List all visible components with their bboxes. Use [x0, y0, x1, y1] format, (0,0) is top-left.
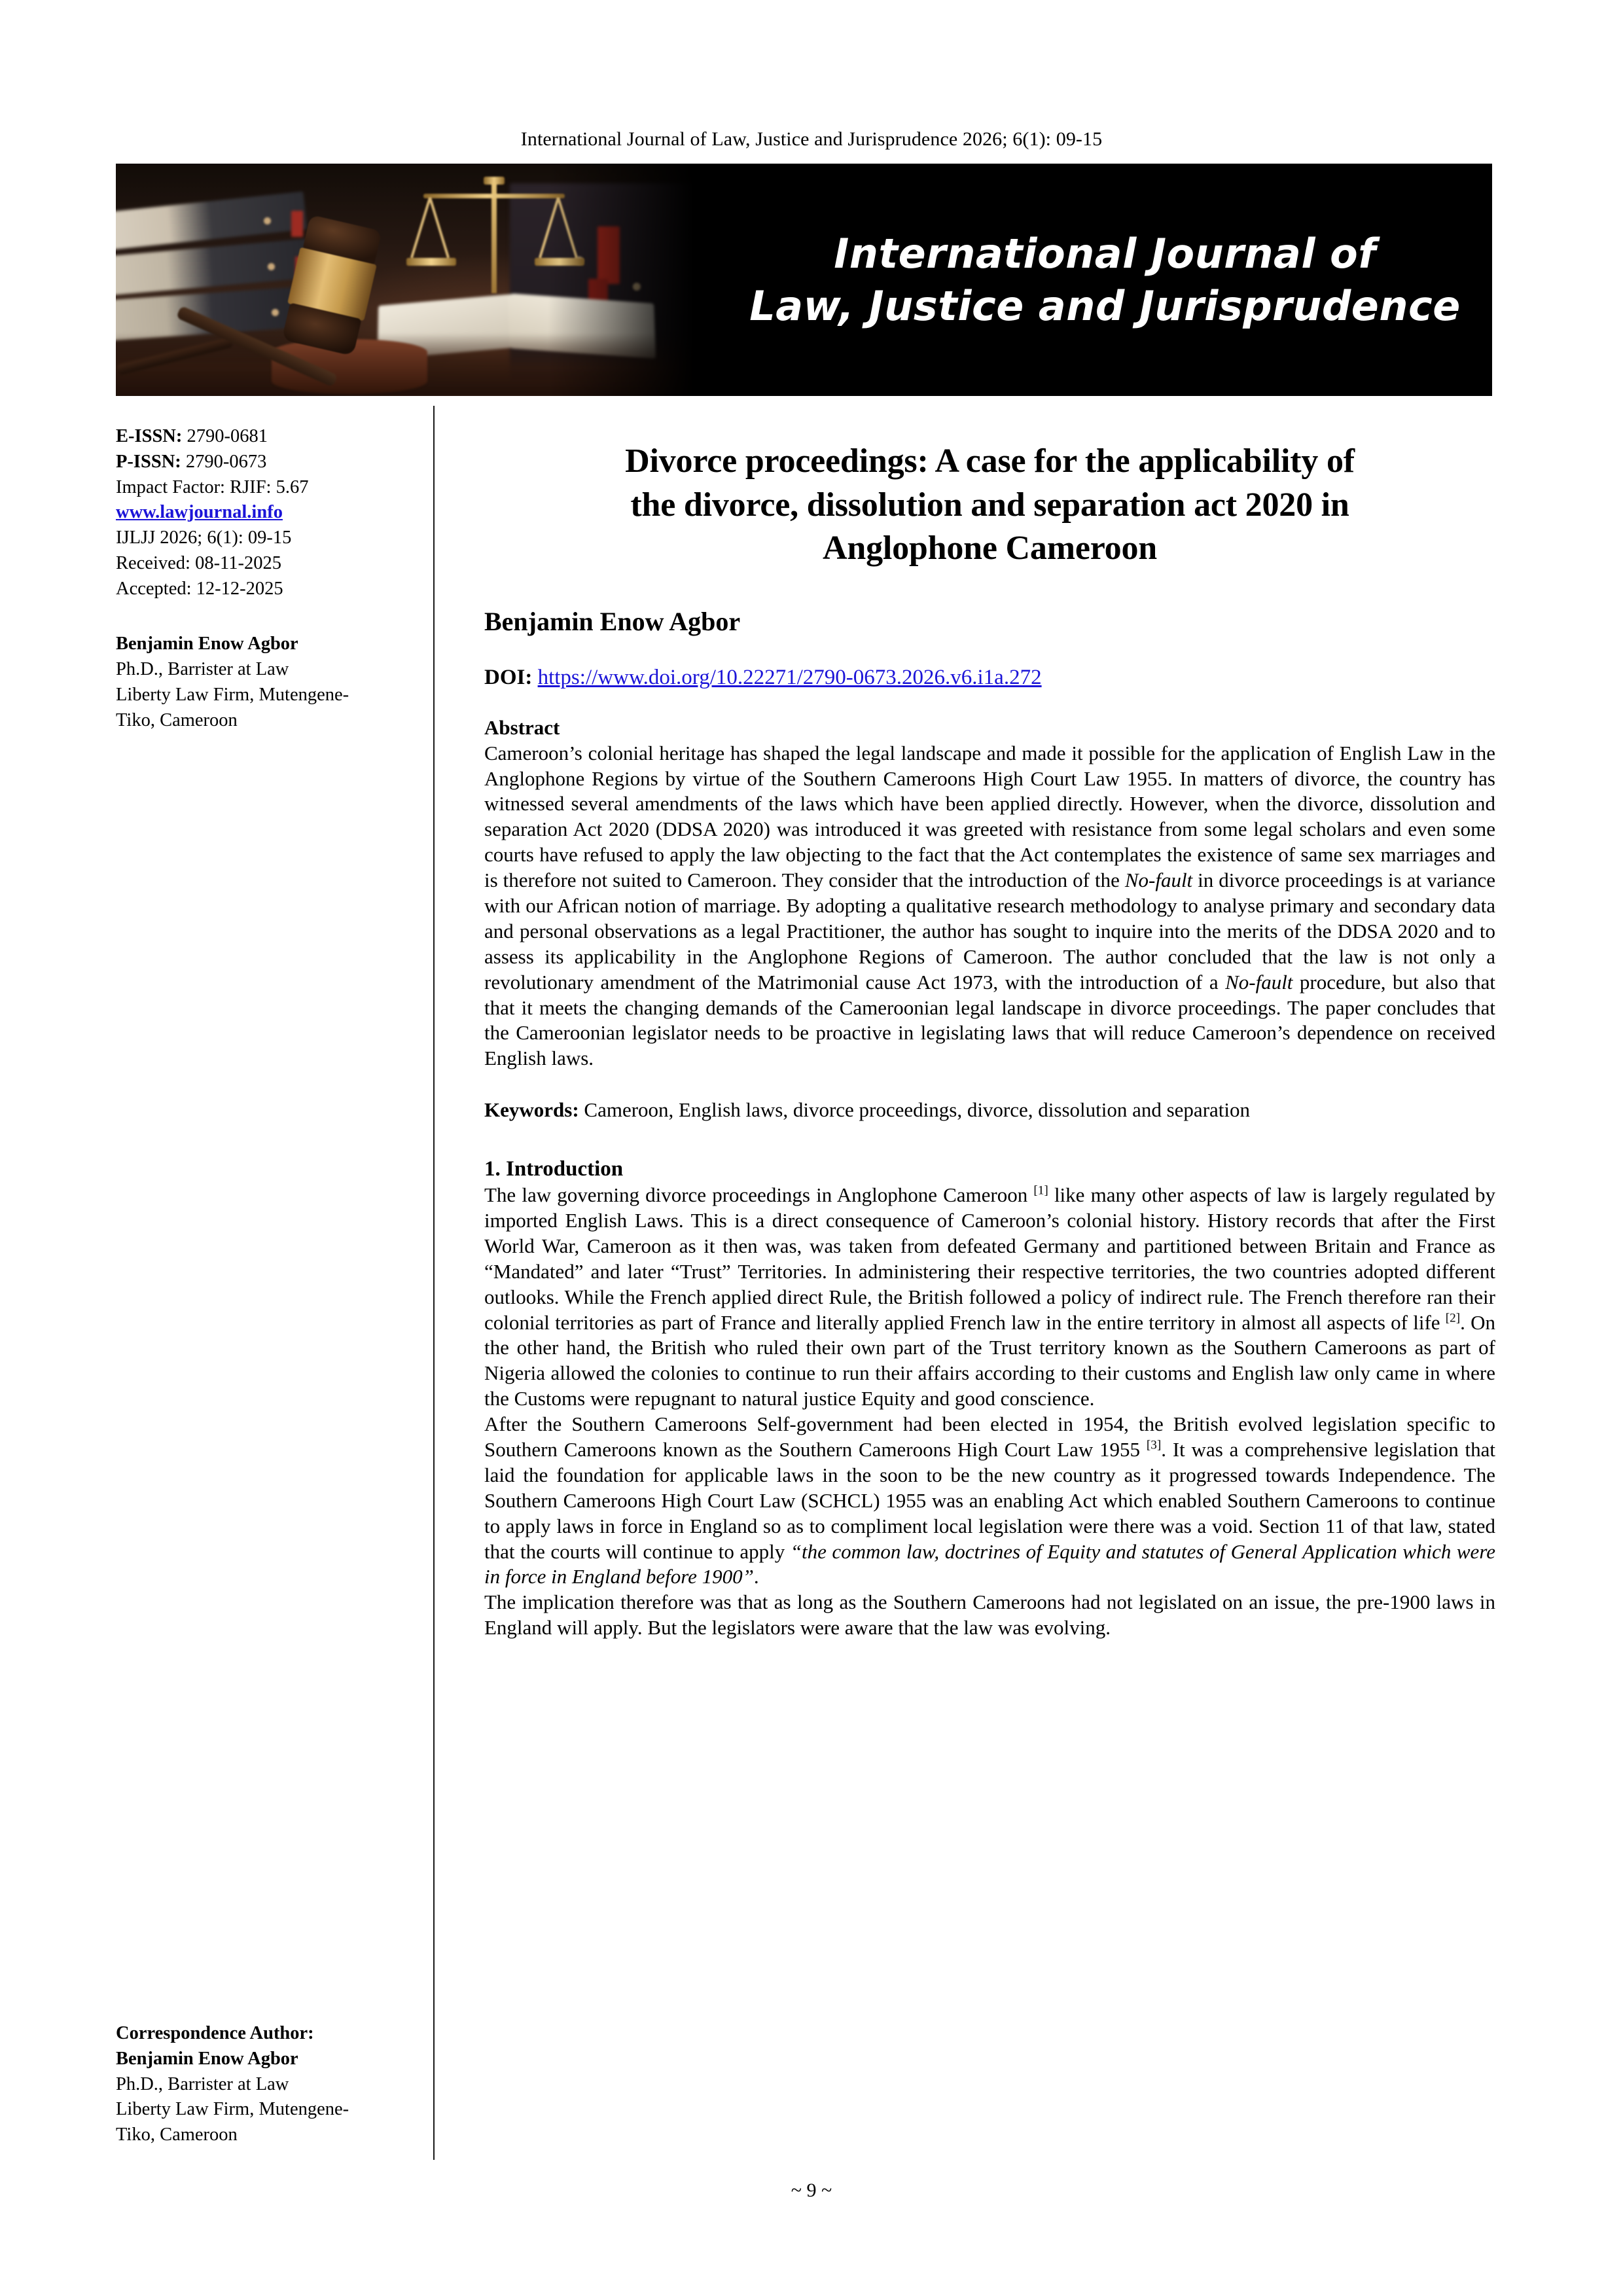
eissn-value: 2790-0681	[187, 426, 268, 446]
abstract-italic-1: No-fault	[1124, 869, 1193, 892]
doi-line	[484, 666, 1495, 690]
doi-link[interactable]: https://www.doi.org/10.22271/2790-0673.2026.v6.i1a.272	[537, 665, 1042, 689]
sidebar-author-name: Benjamin Enow Agbor	[116, 634, 298, 655]
intro-p2-quote: “the common law, doctrines of Equity and statutes of General Application which were in force in England before 1900”	[484, 1539, 1495, 1588]
page-title	[484, 440, 1495, 571]
keywords-value: Cameroon, English laws, divorce proceedings, divorce, dissolution and separation	[584, 1098, 1251, 1122]
journal-masthead-banner	[116, 164, 1492, 396]
journal-title-block	[718, 164, 1492, 396]
correspondence-name: Benjamin Enow Agbor	[116, 2048, 298, 2069]
reference-marker-2[interactable]: [2]	[1445, 1311, 1461, 1325]
article-title-line-2: the divorce, dissolution and separation act 2020 in	[630, 486, 1349, 524]
abstract-heading: Abstract	[484, 715, 560, 739]
gavel-justice-photo	[116, 164, 718, 396]
intro-p1-c: . On the other hand, the British who ruled their own part of the Trust territory known as the Southern Cameroons as part of Nigeria allowed the colonies to continue to run their affairs according to their customs and English law only came in where the Customs were repugnant to natural justice Equity and good conscience.	[484, 1310, 1496, 1410]
article-title-line-3: Anglophone Cameroon	[823, 529, 1157, 567]
eissn-line	[116, 424, 416, 450]
journal-website-link[interactable]	[116, 500, 416, 526]
photo-fade-overlay	[548, 164, 718, 396]
abstract-body	[484, 741, 1495, 1072]
abstract-part-3: procedure, but also that that it meets the changing demands of the Cameroonian legal landscape in divorce proceedings. The paper concludes that the Cameroonian legislator needs to be proactive in legislating laws that will reduce Cameroon’s dependence on received English laws.	[484, 970, 1495, 1070]
keywords-label: Keywords:	[484, 1098, 579, 1122]
abstract-italic-2: No-fault	[1225, 970, 1293, 994]
running-head: International Journal of Law, Justice and Jurisprudence 2026; 6(1): 09-15	[520, 128, 1103, 150]
abstract-part-2: in divorce proceedings is at variance with our African notion of marriage. By adopting a qualitative research methodology to analyse primary and secondary data and personal observations as a legal Practitioner, the author has sought to inquire into the merits of the DDSA 2020 and to assess its applicability in the Anglophone Regions of Cameroon. The author concluded that the law is not only a revolutionary amendment of the Matrimonial cause Act 1973, with the introduction of a	[484, 869, 1495, 994]
eissn-label: E-ISSN:	[116, 426, 183, 446]
spacer	[116, 601, 416, 632]
page-number-marker: ~ 9 ~	[791, 2179, 832, 2201]
received-date: Received: 08-11-2025	[116, 552, 281, 573]
intro-p1-b: like many other aspects of law is largely regulated by imported English Laws. This is a direct consequence of Cameroon’s colonial history. History records that after the First World War, Cameroon as it then was, was taken from defeated Germany and partitioned between Britain and France as “Mandated” and later “Trust” Territories. In administering their respective territories, the two countries adopted different outlooks. While the French applied direct Rule, the British followed a policy of indirect rule. The French therefore ran their colonial territories as part of France and literally applied French law in the entire territory in almost all aspects of life	[484, 1183, 1495, 1334]
correspondence-affiliation-1: Liberty Law Firm, Mutengene-	[116, 2099, 349, 2120]
sidebar-affiliation-1: Liberty Law Firm, Mutengene-	[116, 684, 349, 705]
correspondence-block	[116, 2021, 416, 2148]
doi-label: DOI:	[484, 665, 533, 689]
intro-p2-c: .	[753, 1565, 759, 1588]
correspondence-title: Ph.D., Barrister at Law	[116, 2073, 289, 2094]
journal-title-line-2: Law, Justice and Jurisprudence	[749, 281, 1461, 330]
accepted-date: Accepted: 12-12-2025	[116, 578, 283, 599]
keywords-line	[484, 1098, 1495, 1123]
book-stud	[272, 309, 279, 316]
citation-line: IJLJJ 2026; 6(1): 09-15	[116, 528, 292, 548]
pissn-line	[116, 450, 416, 475]
introduction-heading: 1. Introduction	[484, 1157, 624, 1181]
sidebar-affiliation-2: Tiko, Cameroon	[116, 709, 238, 730]
website-url[interactable]: www.lawjournal.info	[116, 502, 283, 523]
intro-p2-b: . It was a comprehensive legislation that laid the foundation for applicable laws in the soon to be the new country as it progressed towards Independence. The Southern Cameroons High Court Law (SCHCL) 1955 was an enabling Act which enabled Southern Cameroons to continue to apply laws in force in England so as to compliment local legislation were there was a void. Section 11 of that law, stated that the courts will continue to apply	[484, 1438, 1496, 1563]
introduction-paragraph-1	[484, 1183, 1495, 1412]
sidebar-author-title: Ph.D., Barrister at Law	[116, 659, 289, 679]
book-stud	[268, 263, 275, 270]
article-content	[484, 440, 1495, 1641]
intro-p2-a: After the Southern Cameroons Self-government had been elected in 1954, the British evolved legislation specific to Southern Cameroons known as the Southern Cameroons High Court Law 1955	[484, 1412, 1495, 1462]
journal-title-line-1: International Journal of	[834, 230, 1376, 278]
sidebar-metadata	[116, 424, 416, 733]
introduction-paragraph-3: The implication therefore was that as long as the Southern Cameroons had not legislated on an issue, the pre-1900 laws in England will apply. But the legislators were aware that the law was evolving.	[484, 1590, 1495, 1640]
reference-marker-3[interactable]: [3]	[1146, 1438, 1162, 1452]
column-divider	[433, 406, 435, 2160]
article-author: Benjamin Enow Agbor	[484, 606, 741, 636]
pissn-label: P-ISSN:	[116, 451, 181, 472]
article-title-line-1: Divorce proceedings: A case for the applicability of	[625, 442, 1355, 480]
impact-factor: Impact Factor: RJIF: 5.67	[116, 476, 309, 497]
book-stud	[264, 217, 271, 224]
intro-p1-a: The law governing divorce proceedings in Anglophone Cameroon	[484, 1183, 1034, 1207]
pissn-value: 2790-0673	[185, 451, 267, 472]
correspondence-heading: Correspondence Author:	[116, 2023, 314, 2043]
abstract-part-1: Cameroon’s colonial heritage has shaped the legal landscape and made it possible for the application of English Law in the Anglophone Regions by virtue of the Southern Cameroons High Court Law 1955. In matters of divorce, the country has witnessed several amendments of the laws which have been applied directly. However, when the divorce, dissolution and separation Act 2020 (DDSA 2020) was introduced it was greeted with resistance from some legal scholars and even some courts have refused to apply the law objecting to the fact that the Act contemplates the existence of same sex marriages and is therefore not suited to Cameroon. They consider that the introduction of the	[484, 741, 1495, 892]
law-book	[116, 239, 311, 296]
correspondence-affiliation-2: Tiko, Cameroon	[116, 2125, 238, 2145]
introduction-paragraph-2	[484, 1412, 1495, 1590]
reference-marker-1[interactable]: [1]	[1033, 1183, 1048, 1198]
